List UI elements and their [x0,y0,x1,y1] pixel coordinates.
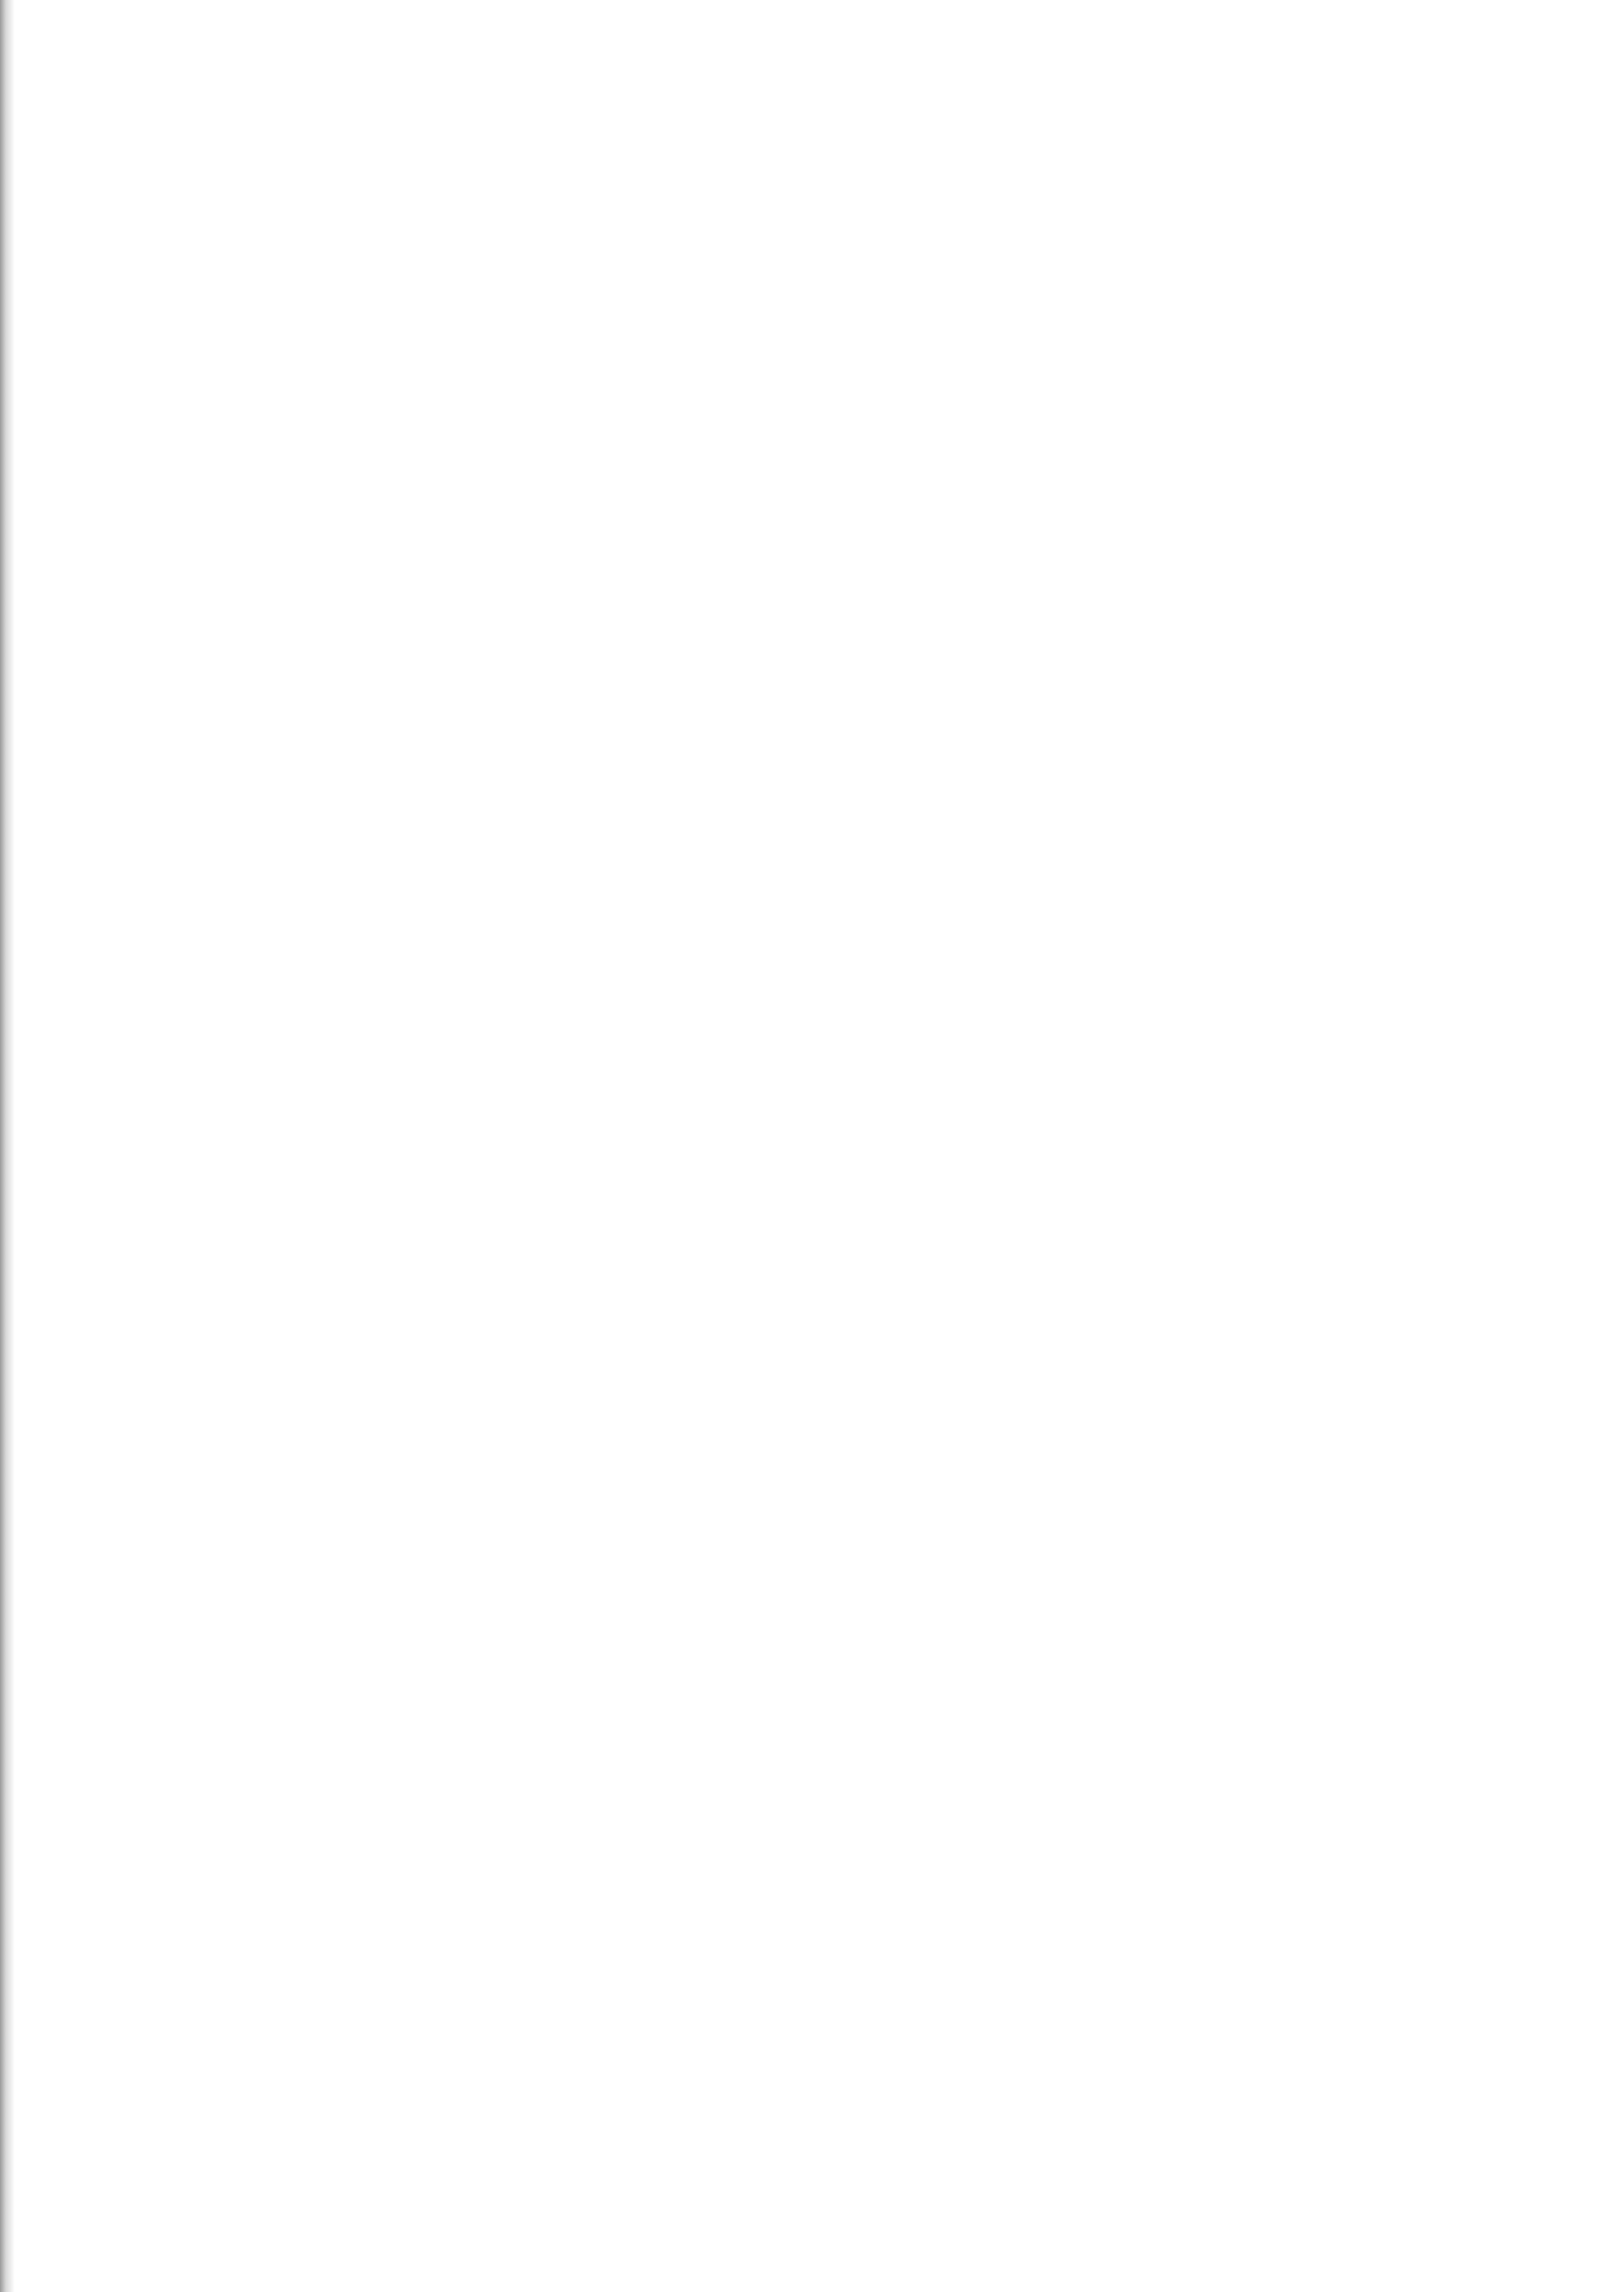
page-header [130,85,1501,164]
right-column [832,176,1489,177]
scan-shadow-edge [0,0,15,2292]
left-column [123,176,780,177]
